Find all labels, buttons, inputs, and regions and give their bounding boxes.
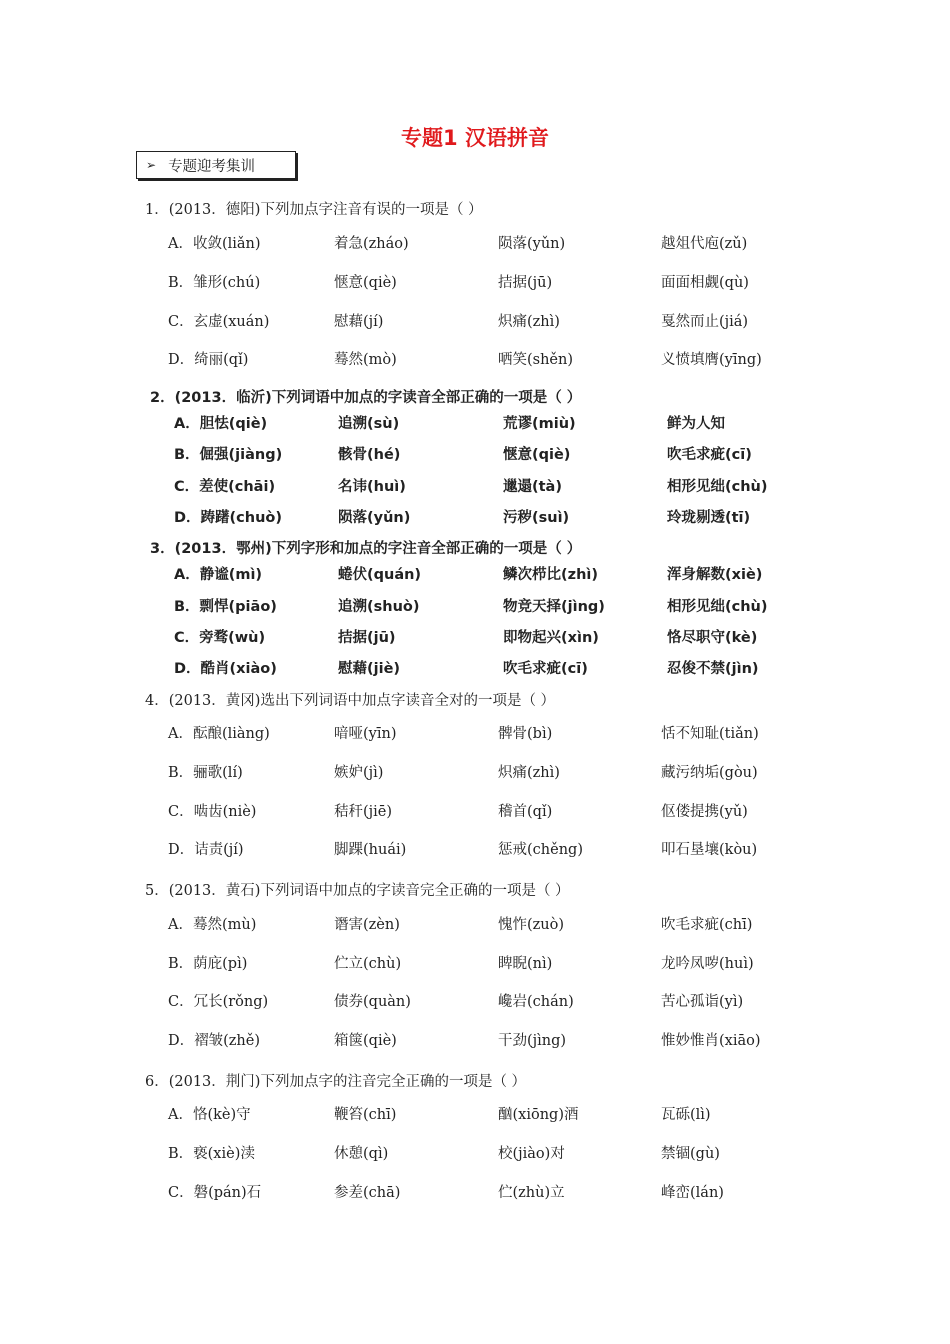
option-item: D．褶皱(zhě) [168,1033,260,1049]
option-row [0,913,800,935]
option-row [0,1103,800,1125]
question-stem: 3．(2013．鄂州)下列字形和加点的字注音全部正确的一项是（ ） [150,541,582,557]
option-row [0,838,800,860]
option-item: 愧怍(zuò) [498,917,565,933]
option-row [0,761,800,783]
option-item: 慰藉(jí) [334,314,384,330]
option-row [0,1142,800,1164]
option-item: 义愤填膺(yīng) [661,352,762,368]
option-item: B．骊歌(lí) [168,765,243,781]
option-item: 伛偻提携(yǔ) [661,804,748,820]
option-item: 炽痛(zhì) [498,765,560,781]
option-row [0,412,800,434]
option-row [0,990,800,1012]
option-item: 谮害(zèn) [334,917,400,933]
option-item: 名讳(huì) [338,479,406,495]
question-stem: 2．(2013．临沂)下列词语中加点的字读音全部正确的一项是（ ） [150,390,582,406]
option-item: 鳞次栉比(zhì) [503,567,598,583]
option-item: 追溯(sù) [338,416,400,432]
option-row [0,722,800,744]
option-item: 惩戒(chěng) [498,842,583,858]
option-item: 邋遢(tà) [503,479,562,495]
section-header [136,151,296,179]
option-item: 干劲(jìng) [498,1033,567,1049]
option-row [0,348,800,370]
option-item: B．雏形(chú) [168,275,261,291]
option-item: 越俎代庖(zǔ) [661,236,748,252]
option-row [0,506,800,528]
option-item: C．玄虚(xuán) [168,314,270,330]
option-item: 稽首(qǐ) [498,804,553,820]
option-item: 蜷伏(quán) [338,567,422,583]
option-item: D．绮丽(qǐ) [168,352,249,368]
option-item: B．荫庇(pì) [168,956,248,972]
question-stem: 1．(2013．德阳)下列加点字注音有误的一项是（ ） [145,202,483,218]
option-item: 拮据(jū) [338,630,396,646]
option-item: 蓦然(mò) [334,352,397,368]
option-item: 吹毛求疵(cī) [503,661,588,677]
option-item: 苦心孤诣(yì) [661,994,744,1010]
option-item: C．差使(chāi) [174,479,276,495]
option-item: 拮据(jū) [498,275,553,291]
option-item: 惬意(qiè) [503,447,571,463]
option-item: 陨落(yǔn) [498,236,566,252]
option-item: B．剽悍(piāo) [174,599,277,615]
option-item: 吹毛求疵(cī) [667,447,752,463]
option-item: 玲珑剔透(tī) [667,510,751,526]
option-item: A．胆怯(qiè) [174,416,268,432]
option-item: 着急(zháo) [334,236,409,252]
option-item: 箱箧(qiè) [334,1033,397,1049]
option-item: 鲜为人知 [667,416,725,432]
option-item: 炽痛(zhì) [498,314,560,330]
option-row [0,232,800,254]
option-item: 脚踝(huái) [334,842,407,858]
option-item: D．踌躇(chuò) [174,510,282,526]
option-item: 鞭笞(chī) [334,1107,397,1123]
option-item: 戛然而止(jiá) [661,314,749,330]
option-item: A．收敛(liǎn) [168,236,261,252]
option-row [0,657,800,679]
option-item: 酗(xiōng)酒 [498,1107,579,1123]
page-title: 专题1 汉语拼音 [401,126,549,150]
option-item: A．蓦然(mù) [168,917,257,933]
option-row [0,475,800,497]
option-item: 恪尽职守(kè) [667,630,758,646]
option-item: 惬意(qiè) [334,275,397,291]
option-item: 慰藉(jiè) [338,661,401,677]
option-row [0,563,800,585]
option-item: 浑身解数(xiè) [667,567,763,583]
option-item: 追溯(shuò) [338,599,420,615]
option-item: D．诘责(jí) [168,842,244,858]
option-item: 喑哑(yīn) [334,726,397,742]
option-row [0,1181,800,1203]
question-stem: 5．(2013．黄石)下列词语中加点的字读音完全正确的一项是（ ） [145,883,570,899]
option-item: 伫(zhù)立 [498,1185,565,1201]
option-item: A．静谧(mì) [174,567,263,583]
option-item: 峰峦(lán) [661,1185,724,1201]
option-row [0,800,800,822]
option-item: 髀骨(bì) [498,726,553,742]
option-row [0,443,800,465]
question-stem: 6．(2013．荆门)下列加点字的注音完全正确的一项是（ ） [145,1074,527,1090]
option-item: 校(jiào)对 [498,1146,565,1162]
option-item: 伫立(chù) [334,956,402,972]
option-item: 荒谬(miù) [503,416,576,432]
option-item: 忍俊不禁(jìn) [667,661,759,677]
option-item: 参差(chā) [334,1185,401,1201]
option-row [0,1029,800,1051]
option-item: C．啮齿(niè) [168,804,257,820]
option-item: 物竞天择(jìng) [503,599,605,615]
option-item: 藏污纳垢(gòu) [661,765,758,781]
option-item: 债券(quàn) [334,994,411,1010]
option-item: 相形见绌(chù) [667,479,768,495]
section-label: 专题迎考集训 [168,158,256,175]
option-row [0,595,800,617]
option-item: 惟妙惟肖(xiāo) [661,1033,761,1049]
option-item: 污秽(suì) [503,510,570,526]
option-row [0,310,800,332]
option-item: 骸骨(hé) [338,447,401,463]
option-item: 面面相觑(qù) [661,275,749,291]
option-item: C．磐(pán)石 [168,1185,262,1201]
option-item: 龙吟凤哕(huì) [661,956,754,972]
option-item: 休憩(qì) [334,1146,389,1162]
option-item: C．冗长(rǒng) [168,994,269,1010]
option-item: B．倔强(jiàng) [174,447,283,463]
option-item: 吹毛求疵(chī) [661,917,753,933]
arrow-bullet-icon: ➢ [146,158,157,172]
option-item: C．旁骛(wù) [174,630,266,646]
option-item: 叩石垦壤(kòu) [661,842,758,858]
option-item: 瓦砾(lì) [661,1107,711,1123]
option-item: B．亵(xiè)渎 [168,1146,255,1162]
option-item: 恬不知耻(tiǎn) [661,726,759,742]
option-item: 睥睨(nì) [498,956,553,972]
option-row [0,271,800,293]
option-item: 巉岩(chán) [498,994,574,1010]
option-item: A．恪(kè)守 [168,1107,251,1123]
option-item: 陨落(yǔn) [338,510,411,526]
option-item: 哂笑(shěn) [498,352,574,368]
option-item: 禁锢(gù) [661,1146,720,1162]
option-item: 即物起兴(xìn) [503,630,599,646]
option-row [0,626,800,648]
option-item: D．酷肖(xiào) [174,661,277,677]
option-item: 秸秆(jiē) [334,804,393,820]
question-stem: 4．(2013．黄冈)选出下列词语中加点字读音全对的一项是（ ） [145,693,556,709]
option-row [0,952,800,974]
option-item: 相形见绌(chù) [667,599,768,615]
option-item: A．酝酿(liàng) [168,726,270,742]
option-item: 嫉妒(jì) [334,765,384,781]
